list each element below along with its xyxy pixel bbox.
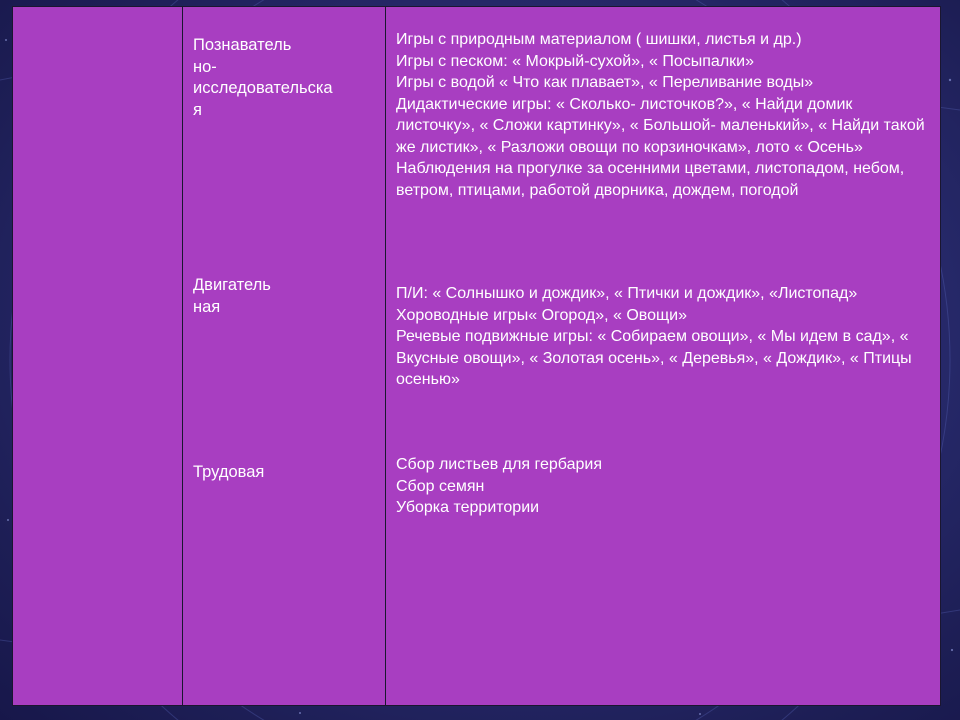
activity-type-cognitive: Познаватель но- исследовательска я bbox=[193, 36, 333, 119]
activities-table bbox=[12, 6, 941, 706]
table-row bbox=[13, 7, 941, 706]
empty-column-cell bbox=[13, 7, 183, 706]
activity-type-labor: Трудовая bbox=[193, 463, 265, 481]
activity-type-motor: Двигатель ная bbox=[193, 276, 271, 316]
activity-description-cell bbox=[386, 7, 941, 706]
activity-description-motor: П/И: « Солнышко и дождик», « Птички и дождик», «Листопад» Хороводные игры« Огород», « Овощи» Речевые подвижные игры: « Собираем овощи», « Мы идем в сад», « Вкусные овощи», « Золотая осень», « Деревья», « Дождик», « Птицы осенью» bbox=[396, 285, 912, 388]
activity-description-cognitive: Игры с природным материалом ( шишки, листья и др.) Игры с песком: « Мокрый-сухой», « Посыпалки» Игры с водой « Что как плавает», « Переливание воды» Дидактические игры: « Сколько- листочков?», « Найди домик листочку», « Сложи картинку», « Большой- маленький», « Найди такой же листик», « Разложи овощи по корзиночкам», лото « Осень» Наблюдения на прогулке за осенними цветами, листопадом, небом, ветром, птицами, работой дворника, дождем, погодой bbox=[396, 31, 925, 199]
activity-description-labor: Сбор листьев для гербария Сбор семян Уборка территории bbox=[396, 456, 602, 516]
activity-type-cell bbox=[183, 7, 386, 706]
